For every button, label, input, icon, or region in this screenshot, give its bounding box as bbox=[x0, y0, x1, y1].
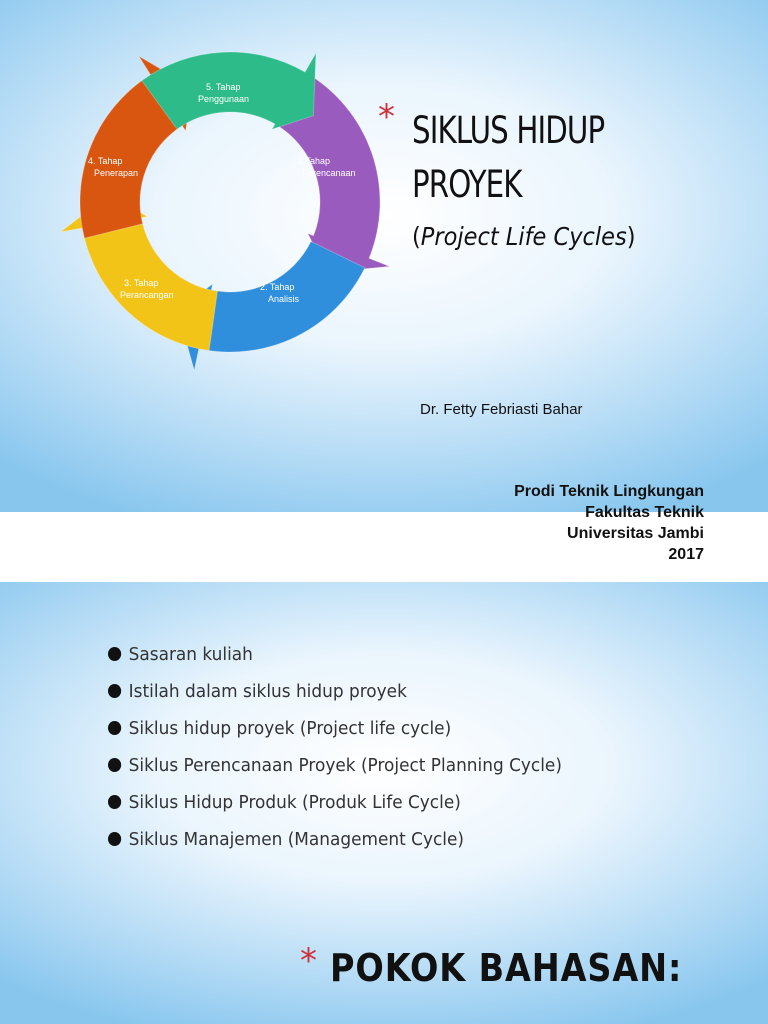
affiliation-block bbox=[514, 481, 704, 565]
topics-slide bbox=[0, 582, 768, 1024]
author-name: Dr. Fetty Febriasti Bahar bbox=[420, 401, 583, 418]
svg-text:Perencanaan: Perencanaan bbox=[302, 168, 356, 178]
bullet-icon bbox=[108, 758, 121, 772]
section-bullet-star: * bbox=[300, 941, 317, 981]
bullet-icon bbox=[108, 832, 121, 846]
topic-list bbox=[108, 642, 668, 864]
slide-subtitle: (Project Life Cycles) bbox=[412, 222, 636, 251]
svg-text:4. Tahap: 4. Tahap bbox=[88, 156, 123, 166]
bullet-icon bbox=[108, 684, 121, 698]
list-item: Siklus Hidup Produk (Produk Life Cycle) bbox=[108, 790, 634, 815]
bullet-icon bbox=[108, 647, 121, 661]
svg-text:3. Tahap: 3. Tahap bbox=[124, 278, 159, 288]
affiliation-faculty: Fakultas Teknik bbox=[585, 504, 704, 521]
svg-text:Penerapan: Penerapan bbox=[94, 168, 139, 178]
svg-text:2. Tahap: 2. Tahap bbox=[260, 282, 295, 292]
section-title: POKOK BAHASAN: bbox=[330, 946, 683, 990]
title-bullet-star: * bbox=[378, 97, 395, 137]
svg-text:Penggunaan: Penggunaan bbox=[198, 94, 250, 104]
svg-text:1.Tahap: 1.Tahap bbox=[298, 156, 331, 166]
affiliation-year: 2017 bbox=[668, 546, 704, 563]
list-item: Sasaran kuliah bbox=[108, 642, 634, 667]
affiliation-program: Prodi Teknik Lingkungan bbox=[514, 483, 704, 500]
list-item: Siklus Perencanaan Proyek (Project Planning Cycle) bbox=[108, 753, 634, 778]
svg-text:5. Tahap: 5. Tahap bbox=[206, 82, 241, 92]
list-item: Siklus hidup proyek (Project life cycle) bbox=[108, 716, 634, 741]
life-cycle-diagram bbox=[60, 42, 400, 362]
bullet-icon bbox=[108, 721, 121, 735]
svg-text:Analisis: Analisis bbox=[268, 294, 300, 304]
slide-title: SIKLUS HIDUP PROYEK bbox=[412, 109, 605, 206]
list-item: Siklus Manajemen (Management Cycle) bbox=[108, 827, 634, 852]
list-item: Istilah dalam siklus hidup proyek bbox=[108, 679, 634, 704]
bullet-icon bbox=[108, 795, 121, 809]
affiliation-university: Universitas Jambi bbox=[567, 525, 704, 542]
svg-text:Perancangan: Perancangan bbox=[120, 290, 174, 300]
slide-gap bbox=[0, 572, 768, 582]
